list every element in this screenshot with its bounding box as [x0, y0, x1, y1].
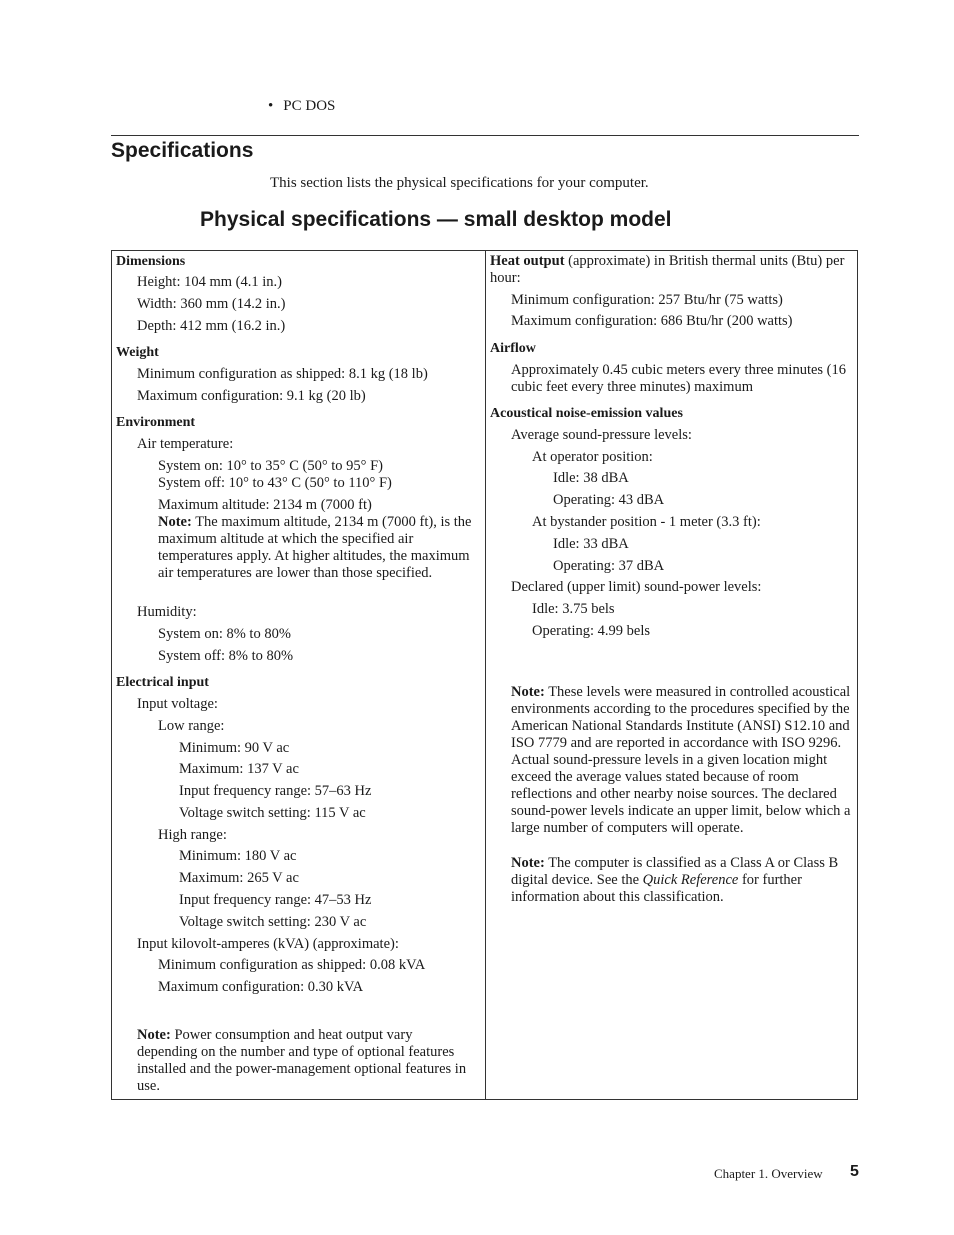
- system-on-temp: System on: 10° to 35° C (50° to 95° F): [158, 458, 383, 474]
- acoustic-note-text: These levels were measured in controlled acoustical environments according to the procedures specified by the American National Standards Institute (ANSI) S12.10 and ISO 7779 and are reported in accordance with ISO 9296. Actual sound-pressure levels in a given location might exceed the average values stated because of room reflections and other nearby noise sources. The declared sound-power levels indicate an upper limit, below which a large number of computers will operate.: [511, 684, 851, 836]
- heat-output-desc: (approximate) in British thermal units (Btu) per hour:: [490, 253, 845, 286]
- footer-chapter-label: Chapter 1. Overview: [714, 1166, 823, 1181]
- kva-label: Input kilovolt-amperes (kVA) (approximate):: [137, 936, 399, 952]
- dim-depth: Depth: 412 mm (16.2 in.): [137, 318, 286, 334]
- altitude-note-label: Note:: [158, 514, 192, 530]
- low-range-frequency: Input frequency range: 57–63 Hz: [179, 783, 372, 799]
- quick-reference-title: Quick Reference: [642, 872, 739, 888]
- avg-sound-pressure: Average sound-pressure levels:: [511, 427, 692, 443]
- specs-right-column: [486, 251, 857, 1099]
- section-rule: [111, 135, 859, 136]
- dimensions-heading: Dimensions: [116, 254, 186, 269]
- classification-note-label: Note:: [511, 855, 545, 871]
- top-bullet-text: PC DOS: [283, 98, 336, 114]
- system-off-temp: System off: 10° to 43° C (50° to 110° F): [158, 475, 392, 491]
- air-temperature-label: Air temperature:: [137, 436, 234, 452]
- altitude-note-text: The maximum altitude, 2134 m (7000 ft), is the maximum altitude at which the specified air temperatures apply. At higher altitudes, the maximum air temperatures are lower than those specified.: [158, 514, 472, 581]
- power-note-text: Power consumption and heat output vary depending on the number and type of optional features installed and the power-management optional features in use.: [137, 1027, 467, 1094]
- humidity-off: System off: 8% to 80%: [158, 648, 294, 664]
- weight-max: Maximum configuration: 9.1 kg (20 lb): [137, 388, 366, 404]
- low-range-switch: Voltage switch setting: 115 V ac: [179, 805, 366, 821]
- intro-text: This section lists the physical specifications for your computer.: [270, 175, 649, 191]
- section-title: Specifications: [111, 139, 254, 162]
- classification-note-post: for further information about this classification.: [511, 872, 802, 905]
- bullet-dot: •: [268, 98, 274, 114]
- max-altitude: Maximum altitude: 2134 m (7000 ft): [158, 497, 372, 513]
- high-range-frequency: Input frequency range: 47–53 Hz: [179, 892, 372, 908]
- acoustic-note-label: Note:: [511, 684, 545, 700]
- operator-idle: Idle: 38 dBA: [553, 470, 629, 486]
- top-bullet-item: [268, 98, 335, 115]
- low-range-min: Minimum: 90 V ac: [179, 740, 290, 756]
- humidity-on: System on: 8% to 80%: [158, 626, 291, 642]
- heat-output-label: Heat output: [490, 253, 565, 269]
- dim-height: Height: 104 mm (4.1 in.): [137, 274, 282, 290]
- bystander-operating: Operating: 37 dBA: [553, 558, 665, 574]
- high-range-label: High range:: [158, 827, 227, 843]
- declared-sound-power: Declared (upper limit) sound-power levels:: [511, 579, 762, 595]
- declared-operating: Operating: 4.99 bels: [532, 623, 650, 639]
- weight-heading: Weight: [116, 345, 159, 360]
- input-voltage-label: Input voltage:: [137, 696, 218, 712]
- high-range-max: Maximum: 265 V ac: [179, 870, 299, 886]
- declared-idle: Idle: 3.75 bels: [532, 601, 615, 617]
- high-range-switch: Voltage switch setting: 230 V ac: [179, 914, 367, 930]
- page-number: 5: [850, 1163, 859, 1180]
- airflow-text: Approximately 0.45 cubic meters every three minutes (16 cubic feet every three minutes) maximum: [511, 362, 847, 395]
- altitude-note: [158, 514, 476, 582]
- operator-operating: Operating: 43 dBA: [553, 492, 665, 508]
- dim-width: Width: 360 mm (14.2 in.): [137, 296, 286, 312]
- subsection-title: Physical specifications — small desktop model: [200, 208, 672, 231]
- humidity-label: Humidity:: [137, 604, 197, 620]
- kva-max: Maximum configuration: 0.30 kVA: [158, 979, 364, 995]
- high-range-min: Minimum: 180 V ac: [179, 848, 297, 864]
- low-range-label: Low range:: [158, 718, 225, 734]
- bystander-position: At bystander position - 1 meter (3.3 ft):: [532, 514, 761, 530]
- power-note: [137, 1027, 467, 1095]
- classification-note: [511, 855, 857, 906]
- bystander-idle: Idle: 33 dBA: [553, 536, 629, 552]
- environment-heading: Environment: [116, 415, 196, 430]
- heat-min: Minimum configuration: 257 Btu/hr (75 watts): [511, 292, 783, 308]
- specs-table: [111, 250, 858, 1100]
- heat-output-heading: [490, 253, 854, 287]
- acoustic-note: [511, 684, 857, 837]
- acoustic-heading: Acoustical noise-emission values: [490, 406, 683, 421]
- airflow-heading: Airflow: [490, 341, 536, 356]
- specs-left-column: [112, 251, 486, 1099]
- low-range-max: Maximum: 137 V ac: [179, 761, 299, 777]
- heat-max: Maximum configuration: 686 Btu/hr (200 watts): [511, 313, 793, 329]
- kva-min: Minimum configuration as shipped: 0.08 kVA: [158, 957, 426, 973]
- operator-position: At operator position:: [532, 449, 653, 465]
- weight-min: Minimum configuration as shipped: 8.1 kg (18 lb): [137, 366, 428, 382]
- power-note-label: Note:: [137, 1027, 171, 1043]
- electrical-input-heading: Electrical input: [116, 675, 209, 690]
- classification-note-pre: The computer is classified as a Class A or Class B digital device. See the: [511, 855, 839, 888]
